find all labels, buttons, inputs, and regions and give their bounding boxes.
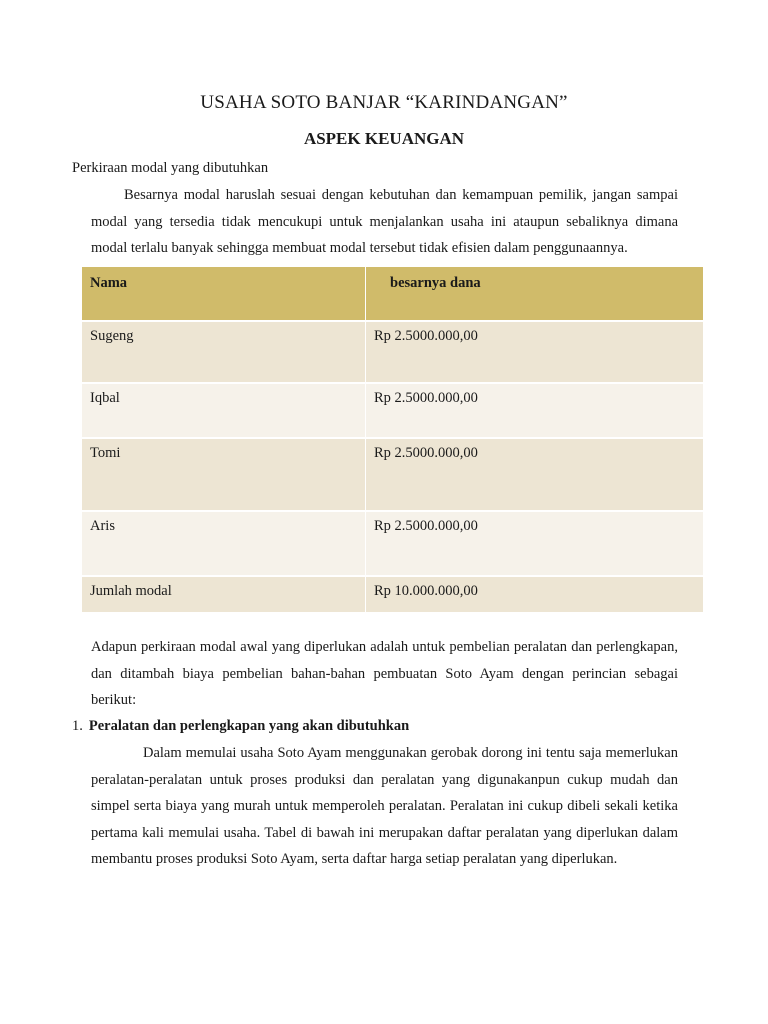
section-label: Perkiraan modal yang dibutuhkan (72, 160, 269, 176)
row-name: Tomi (82, 439, 366, 512)
row-amount: Rp 2.5000.000,00 (366, 322, 704, 384)
column-header-amount: besarnya dana (366, 267, 704, 322)
row-amount: Rp 2.5000.000,00 (366, 384, 704, 439)
capital-table (82, 267, 704, 614)
table-total-row (82, 577, 704, 614)
total-label: Jumlah modal (82, 577, 366, 614)
row-name: Iqbal (82, 384, 366, 439)
row-amount: Rp 2.5000.000,00 (366, 439, 704, 512)
table-row (82, 439, 704, 512)
table-row (82, 322, 704, 384)
intro-paragraph: Besarnya modal haruslah sesuai dengan kebutuhan dan kemampuan pemilik, jangan sampai modal yang tersedia tidak mencukupi untuk menjalankan usaha ini ataupun sebaliknya dimana modal terlalu banyak sehingga membuat modal tersebut tidak efisien dalam penggunaannya. (91, 187, 678, 256)
list-number: 1. (72, 718, 83, 734)
capital-paragraph: Adapun perkiraan modal awal yang diperlukan adalah untuk pembelian peralatan dan perlengkapan, dan ditambah biaya pembelian bahan-bahan pembuatan Soto Ayam dengan perincian sebagai berikut: (91, 639, 678, 708)
table-header-row (82, 267, 704, 322)
total-amount: Rp 10.000.000,00 (366, 577, 704, 614)
table-row (82, 384, 704, 439)
table-row (82, 512, 704, 577)
row-name: Aris (82, 512, 366, 577)
list-heading (72, 718, 409, 735)
row-name: Sugeng (82, 322, 366, 384)
row-amount: Rp 2.5000.000,00 (366, 512, 704, 577)
column-header-name: Nama (82, 267, 366, 322)
equipment-paragraph: Dalam memulai usaha Soto Ayam menggunakan gerobak dorong ini tentu saja memerlukan peralatan-peralatan untuk proses produksi dan peralatan yang digunakanpun cukup mudah dan simpel serta biaya yang murah untuk memperoleh peralatan. Peralatan ini cukup dibeli sekali ketika pertama kali memulai usaha. Tabel di bawah ini merupakan daftar peralatan yang diperlukan dalam membantu proses produksi Soto Ayam, serta daftar harga setiap peralatan yang diperlukan. (91, 745, 678, 867)
document-subtitle: ASPEK KEUANGAN (303, 129, 465, 148)
list-heading-text: Peralatan dan perlengkapan yang akan dibutuhkan (88, 718, 410, 734)
document-title: USAHA SOTO BANJAR “KARINDANGAN” (200, 92, 568, 113)
